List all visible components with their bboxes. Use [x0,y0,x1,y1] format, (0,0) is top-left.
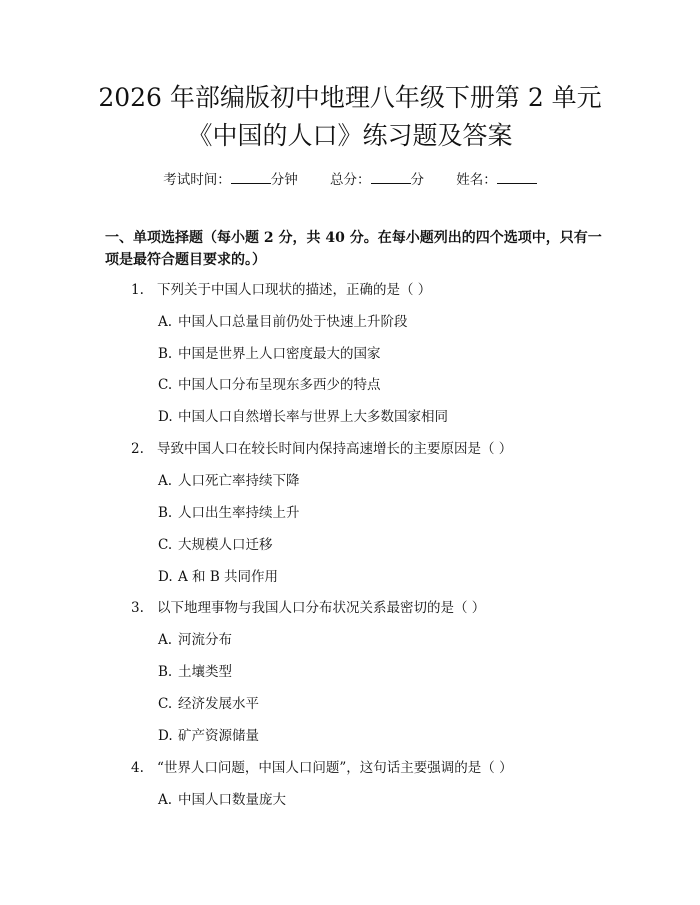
option-letter: C. [158,537,173,553]
question-option [158,663,232,681]
question-option [158,727,259,745]
question-stem [131,759,513,777]
question-number: 4. [131,760,144,776]
question-option [158,631,232,649]
question-text: 下列关于中国人口现状的描述，正确的是（ ） [157,282,432,298]
question-option [158,345,381,363]
exam-score-field [330,172,424,188]
exam-time-label: 考试时间： [163,172,231,188]
section-heading: 一、单项选择题（每小题 2 分，共 40 分。在每小题列出的四个选项中，只有一项是最符合题目要求的。） [105,230,602,268]
question-option [158,536,273,554]
option-letter: C. [158,696,173,712]
exam-name-label: 姓名： [456,172,497,188]
option-text: 矿产资源储量 [178,728,259,744]
option-text: 人口出生率持续上升 [178,505,300,521]
option-letter: B. [158,505,173,521]
option-text: 中国人口分布呈现东多西少的特点 [178,377,381,393]
document-title-line2: 《中国的人口》练习题及答案 [187,121,513,150]
option-letter: A. [158,314,173,330]
option-letter: C. [158,377,173,393]
question-stem [131,440,512,458]
option-text: 中国是世界上人口密度最大的国家 [178,346,381,362]
question-option [158,376,381,394]
option-text: 土壤类型 [178,664,232,680]
option-text: 中国人口总量目前仍处于快速上升阶段 [178,314,408,330]
option-text: 经济发展水平 [178,696,259,712]
question-text: 导致中国人口在较长时间内保持高速增长的主要原因是（ ） [157,441,513,457]
option-text: 中国人口自然增长率与世界上大多数国家相同 [178,409,448,425]
document-title-line1: 2026 年部编版初中地理八年级下册第 2 单元 [98,83,602,112]
question-number: 1. [131,282,144,298]
option-letter: D. [158,569,173,585]
question-text: 以下地理事物与我国人口分布状况关系最密切的是（ ） [157,600,486,616]
option-letter: A. [158,792,173,808]
exam-score-label: 总分： [330,172,371,188]
question-option [158,472,300,490]
option-letter: A. [158,632,173,648]
exam-name-blank [497,171,537,184]
option-text: 河流分布 [178,632,232,648]
exam-score-blank [371,171,411,184]
question-stem [131,599,485,617]
question-stem [131,281,431,299]
question-text: “世界人口问题，中国人口问题”，这句话主要强调的是（ ） [157,760,513,776]
option-text: A 和 B 共同作用 [178,569,279,585]
exam-info-line [0,168,700,188]
exam-name-field [456,172,537,188]
option-letter: B. [158,664,173,680]
question-option [158,695,259,713]
question-number: 2. [131,441,144,457]
question-number: 3. [131,600,144,616]
exam-time-blank [231,171,271,184]
option-text: 中国人口数量庞大 [178,792,286,808]
question-option [158,791,286,809]
exam-time-field [163,172,298,188]
option-letter: A. [158,473,173,489]
question-option [158,504,300,522]
option-letter: D. [158,409,173,425]
exam-score-unit: 分 [410,172,424,188]
question-option [158,408,448,426]
question-option [158,313,408,331]
option-text: 人口死亡率持续下降 [178,473,300,489]
question-option [158,568,278,586]
option-letter: B. [158,346,173,362]
option-text: 大规模人口迁移 [178,537,273,553]
option-letter: D. [158,728,173,744]
exam-time-unit: 分钟 [270,172,298,188]
